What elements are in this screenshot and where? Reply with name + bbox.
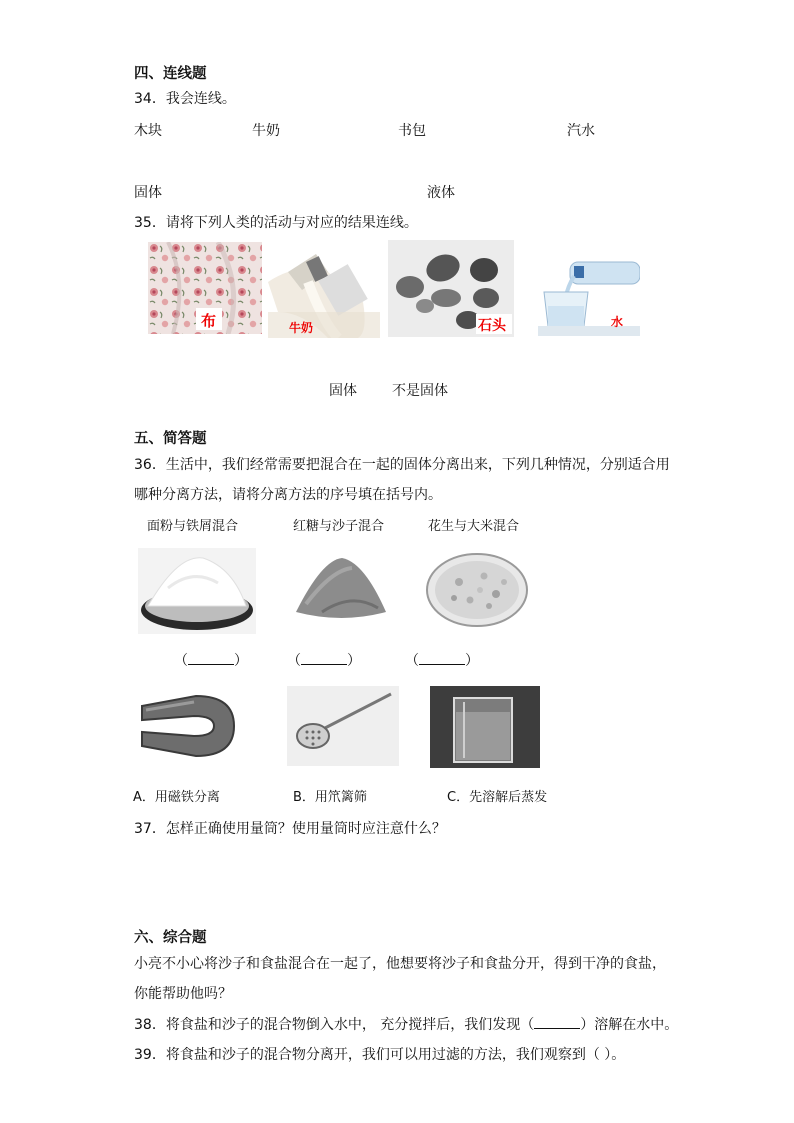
magnet-image [136, 684, 242, 766]
water-image[interactable] [538, 246, 640, 336]
answer-blank-1[interactable] [174, 650, 248, 670]
intro-line1: 小亮不小心将沙子和食盐混合在一起了，他想要将沙子和食盐分开，得到干净的食盐， [134, 956, 666, 972]
match-item-milk[interactable]: 牛奶 [252, 123, 280, 139]
section4-title: 四、连线题 [134, 66, 207, 82]
beaker-icon [430, 686, 540, 768]
milk-carton-icon [268, 242, 380, 338]
blank-line[interactable] [301, 652, 347, 665]
q38-text [134, 1014, 678, 1034]
match-item-wood[interactable]: 木块 [134, 123, 162, 139]
strainer-image [287, 686, 399, 766]
q36-line2: 哪种分离方法，请将分离方法的序号填在括号内。 [134, 487, 442, 503]
blank-line[interactable] [419, 652, 465, 665]
sand-pile-icon [292, 552, 390, 630]
q38-after: ）溶解在水中。 [580, 1017, 679, 1033]
intro-line2: 你能帮助他吗？ [134, 986, 232, 1002]
sugar-sand-image [292, 552, 390, 630]
stones-label: 石头 [478, 318, 506, 334]
flour-image [138, 548, 256, 634]
paren-open: （ [287, 653, 301, 669]
peanut-rice-image [424, 548, 530, 630]
target-solid[interactable]: 固体 [329, 383, 357, 399]
section5-title: 五、简答题 [134, 431, 207, 447]
target-not-solid[interactable]: 不是固体 [392, 383, 448, 399]
method-b: B．用笊篱筛 [293, 790, 367, 805]
q35-text: 35．请将下列人类的活动与对应的结果连线。 [134, 215, 418, 231]
match-category-liquid[interactable]: 液体 [427, 185, 455, 201]
method-a: A．用磁铁分离 [133, 790, 220, 805]
q38-before: 38．将食盐和沙子的混合物倒入水中， 充分搅拌后，我们发现（ [134, 1017, 535, 1033]
water-bottle-icon [538, 246, 640, 336]
paren-open: （ [405, 653, 419, 669]
answer-blank-2[interactable] [287, 650, 361, 670]
magnet-icon [136, 684, 242, 766]
stones-image[interactable] [388, 240, 514, 337]
paren-close: ） [347, 653, 361, 669]
cloth-image[interactable] [148, 242, 262, 334]
mixture-flour-iron: 面粉与铁屑混合 [147, 519, 239, 534]
q34-text: 34．我会连线。 [134, 91, 236, 107]
method-c: C．先溶解后蒸发 [447, 790, 548, 805]
bowl-mix-icon [424, 548, 530, 630]
milk-label: 牛奶 [289, 321, 314, 335]
paren-close: ） [465, 653, 479, 669]
cloth-label: 布 [201, 312, 217, 330]
match-item-soda[interactable]: 汽水 [567, 123, 595, 139]
strainer-icon [287, 686, 399, 766]
q39-text: 39．将食盐和沙子的混合物分离开，我们可以用过滤的方法，我们观察到（ ）。 [134, 1047, 626, 1063]
section6-title: 六、综合题 [134, 930, 207, 946]
beaker-image [430, 686, 540, 768]
blank-line[interactable] [188, 652, 234, 665]
flour-pile-icon [138, 548, 256, 634]
paren-close: ） [234, 653, 248, 669]
paren-open: （ [174, 653, 188, 669]
q37-text: 37．怎样正确使用量筒？使用量筒时应注意什么？ [134, 821, 446, 837]
answer-blank-3[interactable] [405, 650, 479, 670]
match-item-schoolbag[interactable]: 书包 [398, 123, 426, 139]
q38-blank[interactable] [534, 1016, 580, 1029]
mixture-peanut-rice: 花生与大米混合 [428, 519, 520, 534]
mixture-sugar-sand: 红糖与沙子混合 [293, 519, 385, 534]
water-label: 水 [611, 315, 624, 329]
q36-line1: 36．生活中，我们经常需要把混合在一起的固体分离出来，下列几种情况，分别适合用 [134, 457, 670, 473]
match-category-solid[interactable]: 固体 [134, 185, 162, 201]
milk-image[interactable] [268, 242, 380, 338]
